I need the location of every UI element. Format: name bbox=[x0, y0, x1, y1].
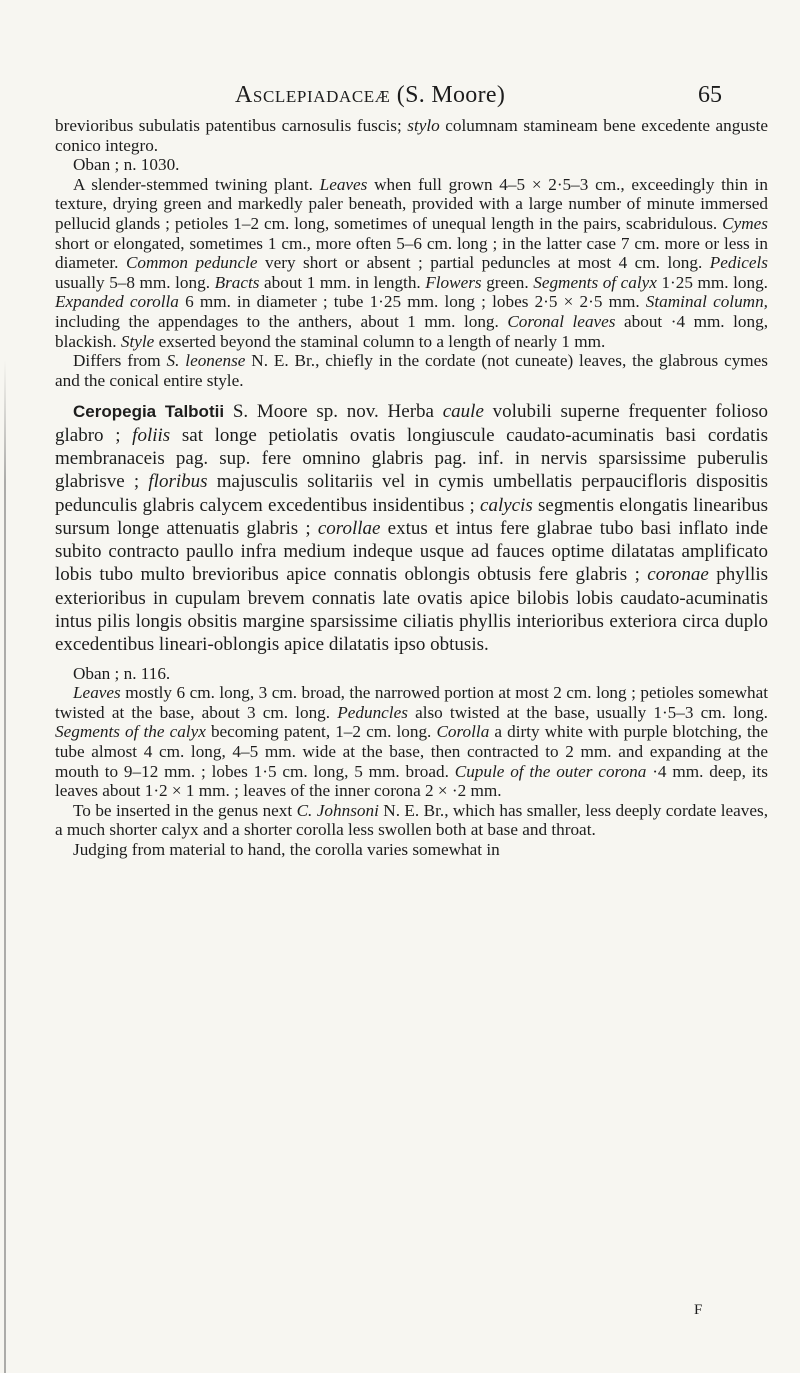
comparison-paragraph: Differs from S. leonense N. E. Br., chiefly in the cordate (not cuneate) leaves, the glabrous cymes and the conical entire style. bbox=[55, 351, 768, 390]
signature-mark: F bbox=[694, 1302, 703, 1318]
family-name: Asclepiadaceæ bbox=[235, 82, 391, 108]
section-gap bbox=[55, 390, 768, 400]
latin-diagnosis: Ceropegia Talbotii S. Moore sp. nov. Herba caule volubili superne frequenter folioso glabro ; foliis sat longe petiolatis ovatis longiuscule caudato-acuminatis basi cordatis membranaceis pag. sup. fere omnino glabris pag. inf. in nervis sparsissime puberulis glabrisve ; floribus majusculis solitariis vel in cymis umbellatis perpaucifloris dispositis pedunculis glabris calycem excedentibus insidentibus ; calycis segmentis elongatis linearibus sursum longe attenuatis glabris ; corollae extus et intus fere glabrae tubo basi inflato inde subito contracto paullo infra medium indeque usque ad fauces optime dilatatas amplificato lobis tubo multo brevioribus apice connatis oblongis obtusis fere glabris ; coronae phyllis exterioribus in cupulam brevem connatis late ovatis apice bilobis lobis caudato-acuminatis intus pilis longis obsitis margine sparsissime ciliatis phyllis interioribus exteriora circa duplo excedentibus lineari-oblongis apice dilatatis ipso obtusis. bbox=[55, 401, 769, 656]
page-number: 65 bbox=[698, 82, 722, 108]
description-paragraph: A slender-stemmed twining plant. Leaves when full grown 4–5 × 2·5–3 cm., exceedingly thin in texture, drying green and markedly paler beneath, provided with a large number of minute immersed pellucid glands ; petioles 1–2 cm. long, sometimes of unequal length in the pairs, scabridulous. Cymes short or elongated, sometimes 1 cm., more often 5–6 cm. long ; in the latter case 7 cm. more or less in diameter. Common peduncle very short or absent ; partial peduncles at most 4 cm. long. Pedicels usually 5–8 mm. long. Bracts about 1 mm. in length. Flowers green. Segments of calyx 1·25 mm. long. Expanded corolla 6 mm. in diameter ; tube 1·25 mm. long ; lobes 2·5 × 2·5 mm. Staminal column, including the appendages to the anthers, about 1 mm. long. Coronal leaves about ·4 mm. long, blackish. Style exserted beyond the staminal column to a length of nearly 1 mm. bbox=[55, 174, 768, 351]
section-gap bbox=[55, 657, 768, 664]
species-heading: Ceropegia Talbotii bbox=[73, 402, 225, 422]
specimen-citation: Oban ; n. 1030. bbox=[73, 155, 180, 175]
specimen-citation: Oban ; n. 116. bbox=[73, 663, 171, 683]
author-citation: (S. Moore) bbox=[396, 82, 506, 108]
placement-paragraph: To be inserted in the genus next C. Johnsoni N. E. Br., which has smaller, less deeply cordate leaves, a much shorter calyx and a shorter corolla less swollen both at base and throat. bbox=[55, 800, 769, 840]
binding-edge-shadow bbox=[4, 360, 6, 1373]
description-paragraph: Leaves mostly 6 cm. long, 3 cm. broad, the narrowed portion at most 2 cm. long ; petioles somewhat twisted at the base, about 3 cm. long. Peduncles also twisted at the base, usually 1·5–3 cm. long. Segments of the calyx becoming patent, 1–2 cm. long. Corolla a dirty white with purple blotching, the tube almost 4 cm. long, 4–5 mm. wide at the base, then contracted to 2 mm. and expanding at the mouth to 9–12 mm. ; lobes 1·5 cm. long, 5 mm. broad. Cupule of the outer corona ·4 mm. deep, its leaves about 1·2 × 1 mm. ; leaves of the inner corona 2 × ·2 mm. bbox=[55, 683, 768, 801]
body-text bbox=[55, 116, 768, 860]
running-head bbox=[235, 82, 505, 109]
paragraph-continuation: brevioribus subulatis patentibus carnosulis fuscis; stylo columnam stamineam bene excedente anguste conico integro. bbox=[55, 116, 769, 155]
variation-paragraph: Judging from material to hand, the corolla varies somewhat in bbox=[73, 839, 500, 859]
